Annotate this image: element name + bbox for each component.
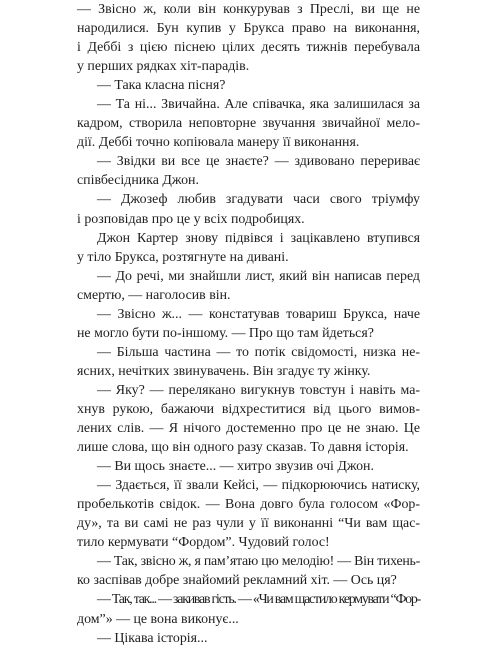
text-line: — Така класна пісня? bbox=[97, 78, 226, 94]
text-line: лише слова, що він одного разу сказав. То давня історія. bbox=[77, 440, 409, 456]
text-line: — Звісно ж... — констатував товариш Брукса, наче bbox=[97, 306, 420, 322]
text-line: — Здається, її звали Кейсі, — підкорюючись натиску, bbox=[97, 478, 420, 494]
text-line: народилися. Бун купив у Брукса право на виконання, bbox=[77, 21, 420, 37]
text-line: смертю, — наголосив він. bbox=[77, 287, 231, 303]
text-line: — Ви щось знаєте... — хитро звузив очі Джон. bbox=[97, 459, 374, 475]
text-line: — Більша частина — то потік свідомості, низка не- bbox=[97, 344, 420, 360]
text-line: хнув рукою, бажаючи відхреститися від цього вимов- bbox=[77, 401, 420, 417]
text-line: — Звісно ж, коли він конкурував з Преслі, ви ще не bbox=[77, 2, 420, 17]
text-line: — Так, так... — закивав гість. — «Чи вам щастило кермувати “Фор- bbox=[97, 592, 420, 608]
text-line: ко заспівав добре знайомий рекламний хіт. — Ось ця? bbox=[77, 573, 397, 589]
text-line: співбесідника Джон. bbox=[77, 173, 199, 189]
text-line: у перших рядках хіт-парадів. bbox=[77, 59, 250, 75]
text-line: — До речі, ми знайшли лист, який він написав перед bbox=[97, 268, 420, 284]
book-page bbox=[77, 0, 420, 646]
text-line: ду», та ви самі не раз чули у її виконанні “Чи вам щас- bbox=[77, 516, 420, 532]
text-line: — Звідки ви все це знаєте? — здивовано перериває bbox=[97, 154, 420, 170]
text-line: кадром, створила неповторне звучання звичайної мело- bbox=[77, 116, 420, 132]
text-line: пробелькотів свідок. — Вона довго була голосом «Фор- bbox=[77, 497, 420, 513]
text-line: лених слів. — Я нічого достеменно про це не знаю. Це bbox=[77, 421, 420, 437]
text-line: Джон Картер знову підвівся і зацікавлено втупився bbox=[97, 230, 420, 246]
text-line: — Так, звісно ж, я пам’ятаю цю мелодію! — Він тихень- bbox=[97, 554, 420, 570]
text-line: дом”» — це вона виконує... bbox=[77, 611, 239, 627]
text-line: — Та ні... Звичайна. Але співачка, яка залишилася за bbox=[97, 97, 420, 113]
text-line: — Джозеф любив згадувати часи свого тріумфу bbox=[97, 192, 420, 208]
text-line: тило кермувати “Фордом”. Чудовий голос! bbox=[77, 535, 330, 551]
text-line: дії. Деббі точно копіювала манеру її виконання. bbox=[77, 135, 360, 151]
text-line: ясних, нечітких звинувачень. Він згадує ту жінку. bbox=[77, 363, 371, 379]
text-line: не могло бути по-іншому. — Про що там йдеться? bbox=[77, 325, 374, 341]
text-line: — Цікава історія... bbox=[97, 630, 208, 646]
text-line: — Яку? — перелякано вигукнув товстун і навіть ма- bbox=[97, 382, 420, 398]
text-line: і розповідав про це у всіх подробицях. bbox=[77, 211, 305, 227]
text-line: і Деббі з цією піснею цілих десять тижнів перебувала bbox=[77, 40, 420, 56]
text-line: у тіло Брукса, розтягнуте на дивані. bbox=[77, 249, 289, 265]
